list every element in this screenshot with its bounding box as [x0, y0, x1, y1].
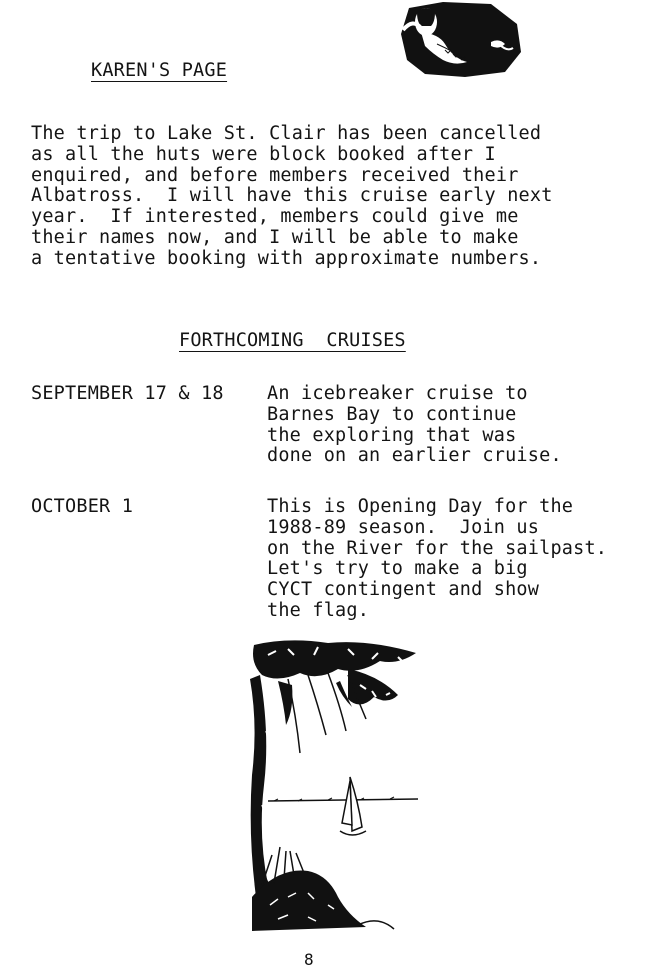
cruise-description [267, 384, 562, 467]
cruise-line: the exploring that was [267, 424, 517, 446]
intro-line: year. If interested, members could give me [31, 206, 519, 228]
intro-line: their names now, and I will be able to make [31, 226, 519, 248]
page-title: KAREN'S PAGE [91, 60, 228, 81]
cruise-line: done on an earlier cruise. [267, 445, 562, 467]
cruise-description [267, 497, 607, 622]
intro-line: as all the huts were block booked after I [31, 143, 496, 165]
mermaid-illustration [395, 0, 523, 78]
intro-line: enquired, and before members received their [31, 164, 519, 186]
cruise-line: Let's try to make a big [267, 558, 528, 580]
cruise-line: An icebreaker cruise to [267, 383, 528, 404]
cruise-line: the flag. [267, 599, 370, 621]
cruise-date: OCTOBER 1 [31, 496, 134, 517]
cruise-line: on the River for the sailpast. [267, 537, 608, 559]
cruise-line: This is Opening Day for the [267, 496, 574, 517]
cruise-date: SEPTEMBER 17 & 18 [31, 383, 224, 404]
cruise-line: CYCT contingent and show [267, 579, 540, 601]
intro-line: The trip to Lake St. Clair has been cancelled [31, 123, 542, 144]
intro-paragraph [31, 124, 553, 270]
section-heading: FORTHCOMING CRUISES [179, 330, 406, 351]
intro-line: a tentative booking with approximate numbers. [31, 247, 542, 269]
cruise-line: Barnes Bay to continue [267, 403, 517, 425]
intro-line: Albatross. I will have this cruise early next [31, 185, 553, 207]
cruise-line: 1988-89 season. Join us [267, 516, 540, 538]
tree-sailboat-illustration [248, 635, 420, 933]
page-number: 8 [304, 950, 314, 969]
